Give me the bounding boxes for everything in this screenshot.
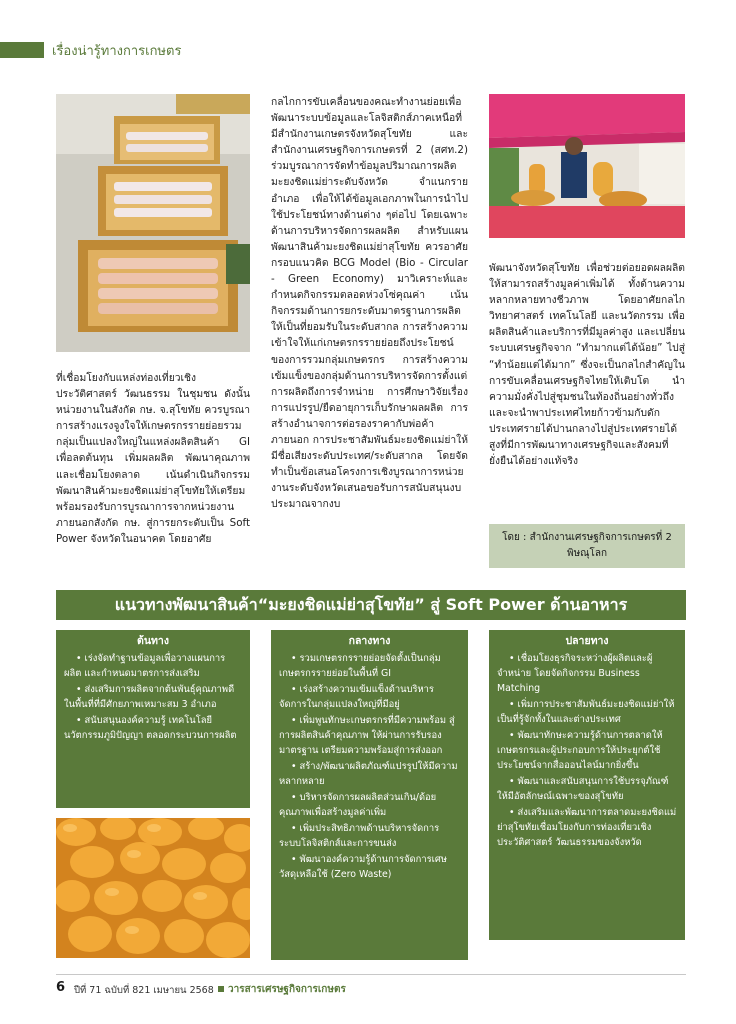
issue-info: ปีที่ 71 ฉบับที่ 821 เมษายน 2568 — [74, 985, 214, 996]
column-3-paragraph: พัฒนาจังหวัดสุโขทัย เพื่อช่วยต่อยอดผลผลิตให้สามารถสร้างมูลค่าเพิ่มได้ ทั้งด้านความหลากหลายทางชีวภาพ โดยอาศัยกลไกวิทยาศาสตร์ เทคโนโลยี และนวัตกรรม เพื่อผลิตสินค้าและบริการที่มีมูลค่าสูง และเปลี่ยนระบบเศรษฐกิจจาก “ทำมากแต่ได้น้อย” ไปสู่ “ทำน้อยแต่ได้มาก” ซึ่งจะเป็นกลไกสำคัญในการขับเคลื่อนเศรษฐกิจไทยให้เติบโต นำความมั่งคั่งไปสู่ชุมชนในท้องถิ่นอย่างทั่วถึง และจะนำพาประเทศไทยก้าวข้ามกับดักประเทศรายได้ปานกลางไปสู่ประเทศรายได้สูงที่มีการพัฒนาทางเศรษฐกิจและสังคมที่ยั่งยืนได้อย่างแท้จริง — [489, 262, 685, 468]
article-column-1 — [56, 370, 250, 547]
section-color-bar — [0, 42, 44, 58]
upstream-item: • เร่งจัดทำฐานข้อมูลเพื่อวางแผนการผลิต และกำหนดมาตรการส่งเสริม — [64, 651, 242, 681]
upstream-box — [56, 630, 250, 808]
midstream-item: • เพิ่มประสิทธิภาพด้านบริหารจัดการระบบโลจิสติกส์และการขนส่ง — [279, 821, 460, 851]
article-column-2 — [271, 94, 468, 512]
downstream-item: • เชื่อมโยงธุรกิจระหว่างผู้ผลิตและผู้จำหน่าย โดยจัดกิจกรรม Business Matching — [497, 651, 677, 696]
market-stall-photo — [489, 94, 685, 238]
downstream-item: • พัฒนาทักษะความรู้ด้านการตลาดให้เกษตรกรและผู้ประกอบการให้ประยุกต์ใช้ประโยชน์จากสื่อออนไลน์มากยิ่งขึ้น — [497, 728, 677, 773]
midstream-title: กลางทาง — [348, 635, 391, 647]
credit-line-2: พิษณุโลก — [566, 548, 607, 559]
column-2-paragraph: กลไกการขับเคลื่อนของคณะทำงานย่อยเพื่อพัฒนาระบบข้อมูลและโลจิสติกส์ภาคเหนือที่มีสำนักงานเกษตรจังหวัดสุโขทัย และสำนักงานเศรษฐกิจการเกษตรที่ 2 (สศท.2) ร่วมบูรณาการจัดทำข้อมูลปริมาณการผลิตมะยงชิดแม่ย่าระดับจังหวัด จำแนกรายอำเภอ เพื่อให้ได้ข้อมูลเอกภาพในการนำไปใช้ประโยชน์ทางด้านต่าง ๆต่อไป โดยเฉพาะด้านการบริหารจัดการผลผลิต สำหรับแผนพัฒนาสินค้ามะยงชิดแม่ย่าสุโขทัย ควรอาศัยกรอบแนวคิด BCG Model (Bio - Circular - Green Economy) มาวิเคราะห์และกำหนดกิจกรรมตลอดห่วงโซ่คุณค่า เน้นกิจกรรมด้านการยกระดับมาตรฐานการผลิตให้เป็นที่ยอมรับในระดับสากล การสร้างความเข้าใจให้แก่เกษตรกรรายย่อยถึงประโยชน์ของการรวมกลุ่มเกษตรกร การสร้างความเข้มแข็งของกลุ่มด้านการบริหารจัดการตั้งแต่การผลิตถึงการจำหน่าย การศึกษาวิจัยเรื่องการแปรรูป/ยืดอายุการเก็บรักษาผลผลิต การสร้างอำนาจการต่อรองราคากับพ่อค้าภายนอก การประชาสัมพันธ์มะยงชิดแม่ย่าให้มีชื่อเสียงระดับประเทศ/ระดับสากล โดยจัดทำเป็นข้อเสนอโครงการเชิงบูรณาการหน่วยงานระดับจังหวัดเสนอขอรับการสนับสนุนงบประมาณจากงบ — [271, 96, 468, 511]
section-label: เรื่องน่ารู้ทางการเกษตร — [52, 44, 182, 59]
midstream-item: • เร่งสร้างความเข้มแข็งด้านบริหารจัดการในกลุ่มแปลงใหญ่ที่มีอยู่ — [279, 682, 460, 712]
credit-line-1: โดย : สำนักงานเศรษฐกิจการเกษตรที่ 2 — [502, 532, 672, 543]
guideline-banner: แนวทางพัฒนาสินค้า“มะยงชิดแม่ย่าสุโขทัย” สู่ Soft Power ด้านอาหาร — [56, 590, 686, 620]
footer-rule — [56, 974, 686, 975]
mango-pile-photo — [56, 818, 250, 958]
midstream-item: • บริหารจัดการผลผลิตส่วนเกิน/ด้อยคุณภาพเพื่อสร้างมูลค่าเพิ่ม — [279, 790, 460, 820]
article-column-3 — [489, 260, 685, 469]
downstream-item: • เพิ่มการประชาสัมพันธ์มะยงชิดแม่ย่าให้เป็นที่รู้จักทั้งในและต่างประเทศ — [497, 697, 677, 727]
journal-bullet-icon — [218, 986, 224, 992]
downstream-item: • ส่งเสริมและพัฒนาการตลาดมะยงชิดแม่ย่าสุโขทัยเชื่อมโยงกับการท่องเที่ยวเชิงประวัติศาสตร์ วัฒนธรรมของจังหวัด — [497, 805, 677, 850]
upstream-item: • สนับสนุนองค์ความรู้ เทคโนโลยี นวัตกรรมภูมิปัญญา ตลอดกระบวนการผลิต — [64, 713, 242, 743]
upstream-title: ต้นทาง — [137, 635, 169, 647]
downstream-box — [489, 630, 685, 940]
midstream-item: • พัฒนาองค์ความรู้ด้านการจัดการเศษวัสดุเหลือใช้ (Zero Waste) — [279, 852, 460, 882]
midstream-item: • รวมเกษตรกรรายย่อยจัดตั้งเป็นกลุ่มเกษตรกรรายย่อยในพื้นที่ GI — [279, 651, 460, 681]
midstream-item: • สร้าง/พัฒนาผลิตภัณฑ์แปรรูปให้มีความหลากหลาย — [279, 759, 460, 789]
page-number: 6 — [56, 980, 66, 995]
downstream-title: ปลายทาง — [565, 635, 609, 647]
mango-boxes-photo — [56, 94, 250, 352]
upstream-item: • ส่งเสริมการผลิตจากต้นพันธุ์คุณภาพดี ในพื้นที่ที่มีศักยภาพเหมาะสม 3 อำเภอ — [64, 682, 242, 712]
downstream-item: • พัฒนาและสนับสนุนการใช้บรรจุภัณฑ์ให้มีอัตลักษณ์เฉพาะของสุโขทัย — [497, 774, 677, 804]
midstream-box — [271, 630, 468, 960]
journal-title: วารสารเศรษฐกิจการเกษตร — [228, 984, 346, 995]
midstream-item: • เพิ่มพูนทักษะเกษตรกรที่มีความพร้อม สู่การผลิตสินค้าคุณภาพ ให้ผ่านการรับรองมาตรฐาน เตรียมความพร้อมสู่การส่งออก — [279, 713, 460, 758]
author-credit — [489, 524, 685, 568]
column-1-paragraph: ที่เชื่อมโยงกับแหล่งท่องเที่ยวเชิงประวัติศาสตร์ วัฒนธรรม ในชุมชน ดังนั้น หน่วยงานในสังกัด กษ. จ.สุโขทัย ควรบูรณาการสร้างแรงจูงใจให้เกษตรกรรายย่อยรวมกลุ่มเป็นแปลงใหญ่ในแหล่งผลิตสินค้า GI เพื่อลดต้นทุน เพิ่มผลผลิต พัฒนาคุณภาพ และเชื่อมโยงตลาด เน้นดำเนินกิจกรรมพัฒนาสินค้ามะยงชิดแม่ย่าสุโขทัยให้เตรียมพร้อมรองรับการบูรณาการจากหน่วยงานภายนอกสังกัด กษ. สู่การยกระดับเป็น Soft Power จังหวัดในอนาคต โดยอาศัย — [56, 372, 250, 545]
